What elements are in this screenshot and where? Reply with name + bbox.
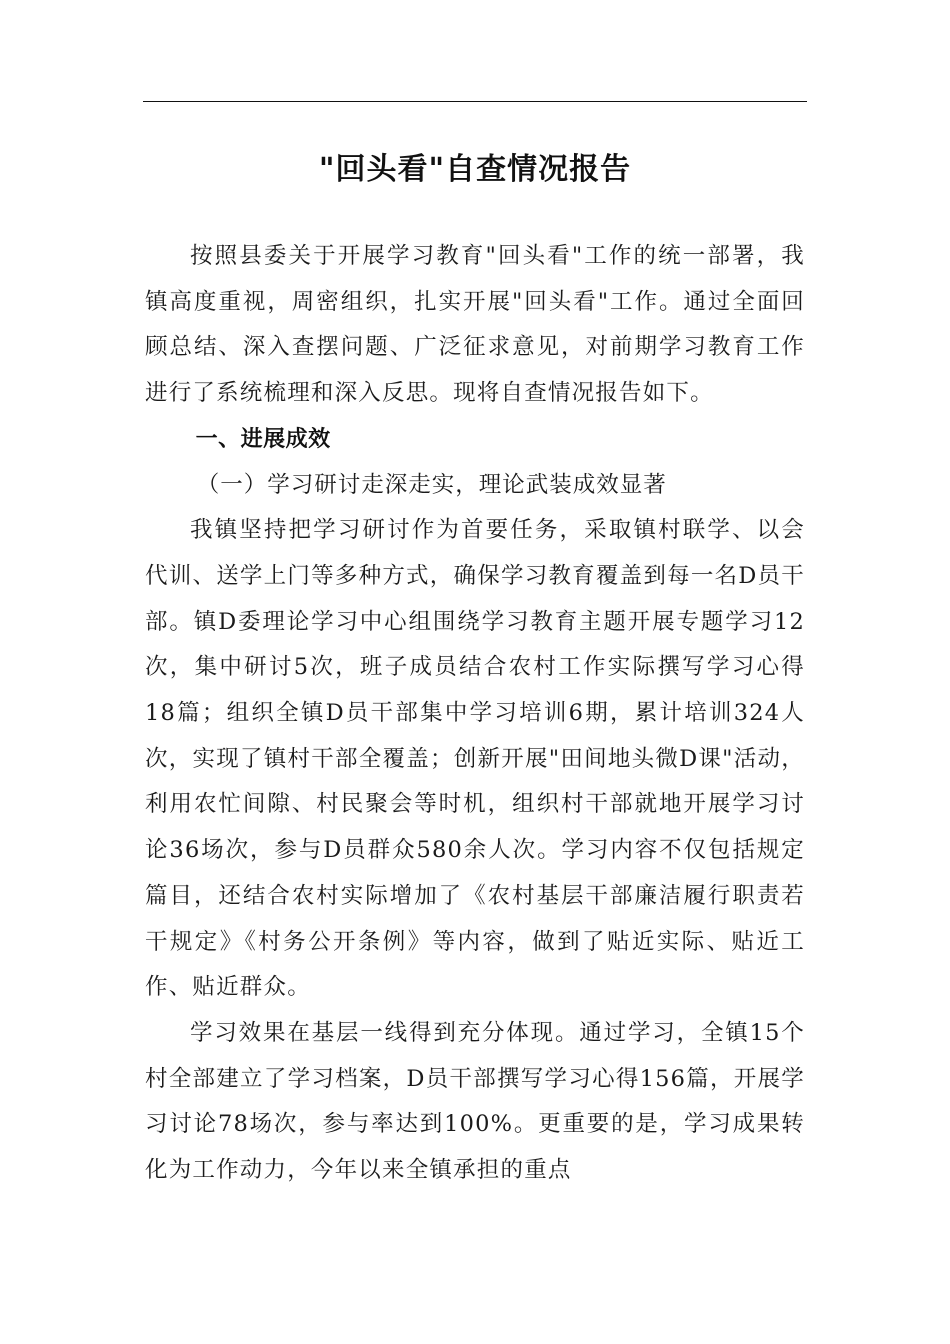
header-rule: [143, 101, 807, 102]
document-body: [145, 234, 805, 1194]
intro-paragraph: 按照县委关于开展学习教育"回头看"工作的统一部署，我镇高度重视，周密组织，扎实开展"回头看"工作。通过全面回顾总结、深入查摆问题、广泛征求意见，对前期学习教育工作进行了系统梳理和深入反思。现将自查情况报告如下。: [145, 243, 805, 407]
section-heading-progress: 一、进展成效: [195, 426, 331, 452]
study-paragraph-1: 我镇坚持把学习研讨作为首要任务，采取镇村联学、以会代训、送学上门等多种方式，确保学习教育覆盖到每一名D员干部。镇D委理论学习中心组围绕学习教育主题开展专题学习12次，集中研讨5次，班子成员结合农村工作实际撰写学习心得18篇；组织全镇D员干部集中学习培训6期，累计培训324人次，实现了镇村干部全覆盖；创新开展"田间地头微D课"活动，利用农忙间隙、村民聚会等时机，组织村干部就地开展学习讨论36场次，参与D员群众580余人次。学习内容不仅包括规定篇目，还结合农村实际增加了《农村基层干部廉洁履行职责若干规定》《村务公开条例》等内容，做到了贴近实际、贴近工作、贴近群众。: [145, 517, 805, 1001]
study-paragraph-2: 学习效果在基层一线得到充分体现。通过学习，全镇15个村全部建立了学习档案，D员干部撰写学习心得156篇，开展学习讨论78场次，参与率达到100%。更重要的是，学习成果转化为工作动力，今年以来全镇承担的重点: [145, 1019, 805, 1184]
document-title: "回头看"自查情况报告: [318, 152, 632, 187]
subsection-heading-study: （一）学习研讨走深走实，理论武装成效显著: [196, 471, 667, 498]
